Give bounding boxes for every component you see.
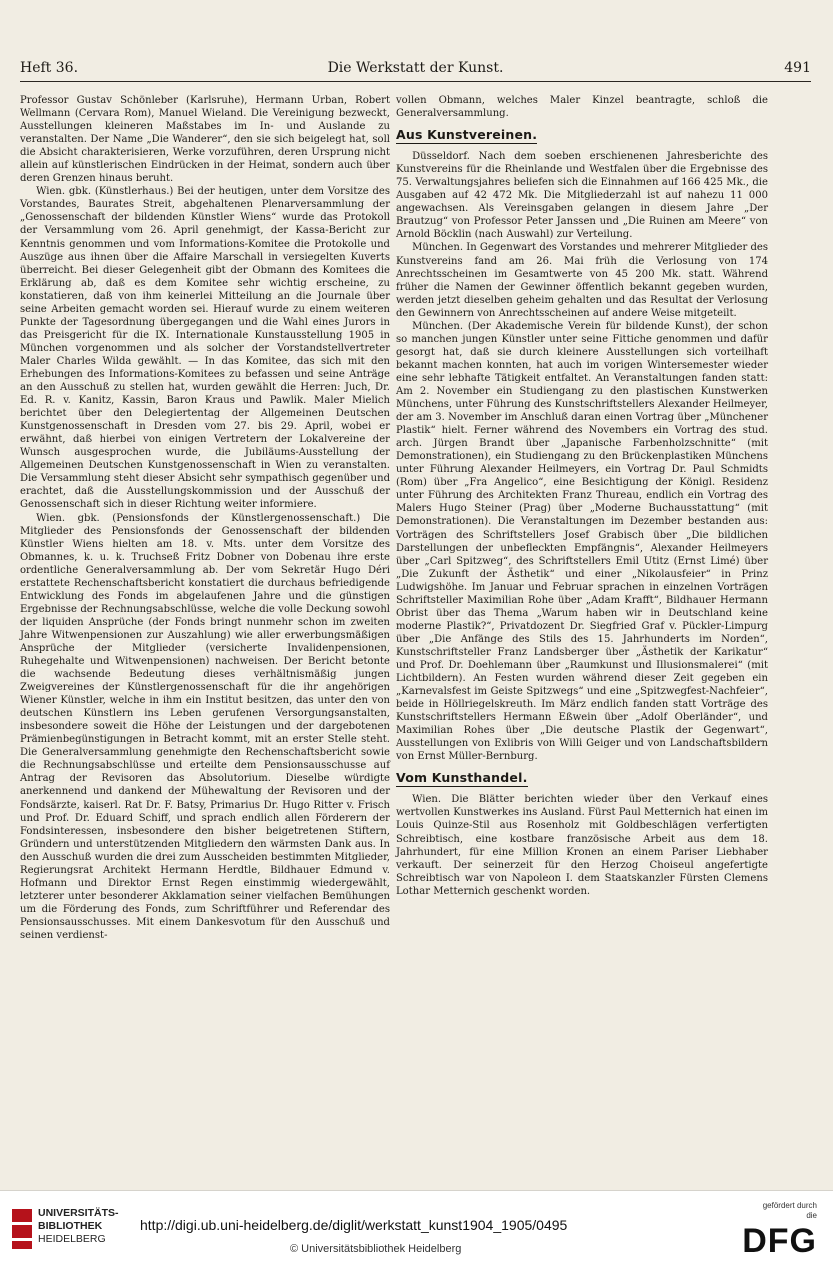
left-column (20, 94, 390, 942)
copyright-text: © Universitätsbibliothek Heidelberg (290, 1243, 462, 1255)
university-library-logo[interactable] (12, 1205, 124, 1255)
paragraph: Düsseldorf. Nach dem soeben erschienenen Jahresberichte des Kunstvereins für die Rheinlande und Westfalen über die Ergebnisse des 75. Verwaltungsjahres beliefen sich die Einnahmen auf 166 425 Mk., die Ausgaben auf 42 472 Mk. Die Mitgliederzahl ist auf nahezu 11 000 angewachsen. Als Vereinsgaben gelangen in diesem Jahre „Der Brautzug“ von Professor Peter Janssen und „Die Ruinen am Meere“ von Arnold Böcklin (nach Auswahl) zur Verteilung. (396, 151, 768, 241)
footer-bar (0, 1190, 833, 1271)
dfg-logo[interactable] (697, 1201, 817, 1263)
journal-title: Die Werkstatt der Kunst. (327, 60, 504, 76)
paragraph: vollen Obmann, welches Maler Kinzel beantragte, schloß die Generalversammlung. (396, 95, 768, 120)
section-heading-kunsthandel: Vom Kunsthandel. (396, 771, 768, 787)
page-number: 491 (784, 60, 811, 76)
paragraph: Professor Gustav Schönleber (Karlsruhe), Hermann Urban, Robert Wellmann (Cervara Rom), Manuel Wieland. Die Vereinigung bezweckt, Ausstellungen kleineren Maßstabes im In- und Auslande zu veranstalten. Der Name „Die Wanderer“, den sie sich beigelegt hat, soll die Absicht charakterisieren, Werke vorzuführen, deren Ursprung nicht allein auf künstlerischen Eindrücken in der Heimat, sondern auch über deren Grenzen hinaus beruht. (20, 95, 390, 185)
paragraph: Wien. Die Blätter berichten wieder über den Verkauf eines wertvollen Kunstwerkes ins Ausland. Fürst Paul Metternich hat einen im Louis Quinze-Stil aus Rosenholz mit Goldbeschlägen verfertigten Schreibtisch, eine kostbare französische Arbeit aus dem 18. Jahrhundert, für eine Million Kronen an einem Pariser Liebhaber verkauft. Der seinerzeit für den Herzog Choiseul angefertigte Schreibtisch war von Napoleon I. dem Staatskanzler Fürsten Clemens Lothar Metternich geschenkt worden. (396, 794, 768, 897)
paragraph: München. In Gegenwart des Vorstandes und mehrerer Mitglieder des Kunstvereins fand am 26. Mai früh die Verlosung von 174 Anrechtsscheinen im Gesamtwerte von 45 200 Mk. statt. Während früher die Namen der Gewinner öffentlich bekannt gegeben wurden, werden jetzt dieselben geheim gehalten und das Resultat der Verlosung den Gewinnern von Anrechtsscheinen auf andere Weise mitgeteilt. (396, 242, 768, 319)
issue-number: Heft 36. (20, 60, 79, 76)
section-heading-kunstvereine: Aus Kunstvereinen. (396, 128, 768, 144)
permalink-url[interactable]: http://digi.ub.uni-heidelberg.de/diglit/werkstatt_kunst1904_1905/0495 (140, 1217, 568, 1233)
paragraph: München. (Der Akademische Verein für bildende Kunst), der schon so manchen jungen Künstler unter seine Fittiche genommen und dafür gesorgt hat, daß sie durch kleinere Ausstellungen sich vorteilhaft bekannt machen konnten, hat auch im vorigen Wintersemester wieder eine sehr lebhafte Tätigkeit entfaltet. An Veranstaltungen fanden statt: Am 2. November ein Studiengang zu den plastischen Kunstwerken Münchens, unter Führung des Kunstschriftstellers Alexander Heilmeyer, der am 3. November im Anschluß daran einen Vortrag über „Münchener Plastik“ hielt. Ferner während des Novembers ein Vortrag des stud. arch. Jürgen Brandt über „Japanische Farbenholzschnitte“ (mit Demonstrationen), ein Studiengang zu den Brückenplastiken Münchens unter Führung Alexander Heilmeyers, ein Vortrag Dr. Paul Schmidts (Rom) über „Fra Angelico“, eine Besichtigung der Königl. Residenz unter Führung des Architekten Franz Thureau, endlich ein Vortrag des Malers Hugo Steiner (Prag) über „Moderne Buchausstattung“ (mit Demonstrationen). Die Veranstaltungen im Dezember bestanden aus: Vorträgen des Schriftstellers Josef Grabisch über „Die bildlichen Darstellungen der unbefleckten Empfängnis“, Alexander Heilmeyers über „Carl Spitzweg“, des Schriftstellers Emil Utitz (Ernst Limé) über „Die Zukunft der Ästhetik“ und einer „Nikolausfeier“ in Prinz Ludwigshöhe. Im Januar und Februar sprachen in einzelnen Vorträgen Schriftsteller Maximilian Rohe über „Adam Krafft“, Bildhauer Hermann Obrist über das Thema „Warum haben wir in Deutschland keine moderne Plastik?“, Privatdozent Dr. Siegfried Graf v. Pückler-Limpurg über „Die Anfänge des Stils des 15. Jahrhunderts im Norden“, Kunstschriftsteller Franz Landsberger über „Ästhetik der Karikatur“ und Prof. Dr. Doehlemann über „Raumkunst und Illusionsmalerei“ (mit Lichtbildern). An Festen wurden während dieser Zeit gegeben ein „Karnevalsfest im Geiste Spitzwegs“ und eine „Spitzwegfest-Nachfeier“, beide in Höllriegelskreuth. Im März endlich fanden statt Vorträge des Kunstschriftstellers Hermann Eßwein über „Adolf Oberländer“, und Maximilian Rohes über „Die deutsche Plastik der Gegenwart“, Ausstellungen von Exlibris von Willi Geiger und von Landschaftsbildern von Ernst Müller-Bernburg. (396, 320, 768, 763)
dfg-funded-by-article: die (806, 1211, 817, 1220)
library-emblem-icon (12, 1209, 32, 1249)
dfg-funded-by: gefördert durch (762, 1201, 817, 1210)
library-name-line: UNIVERSITÄTS- (38, 1207, 119, 1219)
running-head (20, 60, 811, 82)
paragraph: Wien. gbk. (Pensionsfonds der Künstlergenossenschaft.) Die Mitglieder des Pensionsfonds der Genossenschaft der bildenden Künstler Wiens hielten am 18. v. Mts. unter dem Vorsitze des Obmannes, k. u. k. Truchseß Fritz Dobner von Dobenau ihre erste ordentliche Generalversammlung ab. Der vom Sekretär Hugo Déri erstattete Rechenschaftsbericht konstatiert die durchaus befriedigende Entwicklung des Fonds im abgelaufenen Jahre und die günstigen Ergebnisse der Rechnungsabschlüsse, welche die volle Deckung sowohl der liquiden Ansprüche (der Fonds bringt nunmehr schon im zweiten Jahre Witwenpensionen zur Auszahlung) wie aller erwerbungsmäßigen Ansprüche der Mitglieder (versicherte Invalidenpensionen, Ruhegehalte und Witwenpensionen) nachweisen. Der Bericht betonte die wachsende Bedeutung dieses verhältnismäßig jungen Zweigvereines der Künstlergenossenschaft für die ihr angehörigen Wiener Künstler, welche in ihm ein Institut besitzen, das unter den von deutschen Künstlern ins Leben gerufenen Versorgungsanstalten, insbesondere soweit die Höhe der Leistungen und der dargebotenen Prämienbegünstigungen in Betracht kommt, mit an erster Stelle steht. Die Generalversammlung genehmigte den Rechenschaftsbericht sowie die Rechnungsabschlüsse und erteilte dem Pensionsausschusse auf Antrag der Revisoren das Absolutorium. Dieselbe würdigte anerkennend und dankend der Mühewaltung der Revisoren und der Fondsärzte, kaiserl. Rat Dr. F. Batsy, Primarius Dr. Hugo Ritter v. Frisch und Prof. Dr. Eduard Schiff, und sprach endlich allen Förderern der Fondsinteressen, insbesondere den bisher beigetretenen Stiftern, Gründern und unterstützenden Mitgliedern den wärmsten Dank aus. In den Ausschuß wurden die drei zum Ausscheiden bestimmten Mitglieder, Regierungsrat Architekt Hermann Herdtle, Bildhauer Edmund v. Hofmann und Direktor Ernst Regen einstimmig wiedergewählt, letzterer unter besonderer Akklamation seiner vielfachen Bemühungen um die Förderung des Fonds, zum Schriftführer und Referendar des Pensionsausschusses. Mit einem Dankesvotum für den Ausschuß und seinen verdienst- (20, 512, 390, 941)
dfg-wordmark: DFG (742, 1222, 817, 1260)
copyright-notice (290, 1243, 461, 1255)
library-name-line: BIBLIOTHEK (38, 1220, 103, 1232)
library-city-line: HEIDELBERG (38, 1233, 106, 1245)
right-column (396, 94, 768, 898)
paragraph: Wien. gbk. (Künstlerhaus.) Bei der heutigen, unter dem Vorsitze des Vorstandes, Baurates Streit, abgehaltenen Plenarversammlung der „Genossenschaft der bildenden Künstler Wiens“ wurde das Protokoll der Versammlung vom 26. April genehmigt, der Kassa-Bericht zur Kenntnis genommen und vom Informations-Komitee die Protokolle und Auszüge aus ihnen über die Affaire Marschall in versiegelten Kuverts überreicht. Bei dieser Gelegenheit gibt der Obmann des Komitees die Erklärung ab, daß es dem Komitee sehr wichtig erscheine, zu konstatieren, daß von ihm keinerlei Mitteilung an die Journale über seine Arbeiten gemacht worden sei. Hierauf wurde zu einem weiteren Punkte der Tagesordnung übergegangen und die Wahl eines Jurors in das Preisgericht für die IX. Internationale Kunstausstellung 1905 in München vorgenommen und als solcher der Vorstandstellvertreter Maler Charles Wilda gewählt. — In das Komitee, das sich mit den Erhebungen des Informations-Komitees zu befassen und seine Anträge an den Ausschuß zu stellen hat, wurden gewählt die Herren: Juch, Dr. Ed. R. v. Kanitz, Kassin, Baron Kraus und Pawlik. Maler Mielich berichtet über den Delegiertentag der Allgemeinen Deutschen Kunstgenossenschaft in Dresden vom 27. bis 29. April, wobei er erwähnt, daß hierbei von einigen Vertretern der Lokalvereine der Wunsch ausgesprochen wurde, die Jubiläums-Ausstellung der Allgemeinen Deutschen Kunstgenossenschaft in Wien zu veranstalten. Die Versammlung steht dieser Absicht sehr sympathisch gegenüber und erachtet, daß die Ausstellungskommission und der Ausschuß der Genossenschaft sich in dieser Richtung weiter informiere. (20, 186, 390, 511)
